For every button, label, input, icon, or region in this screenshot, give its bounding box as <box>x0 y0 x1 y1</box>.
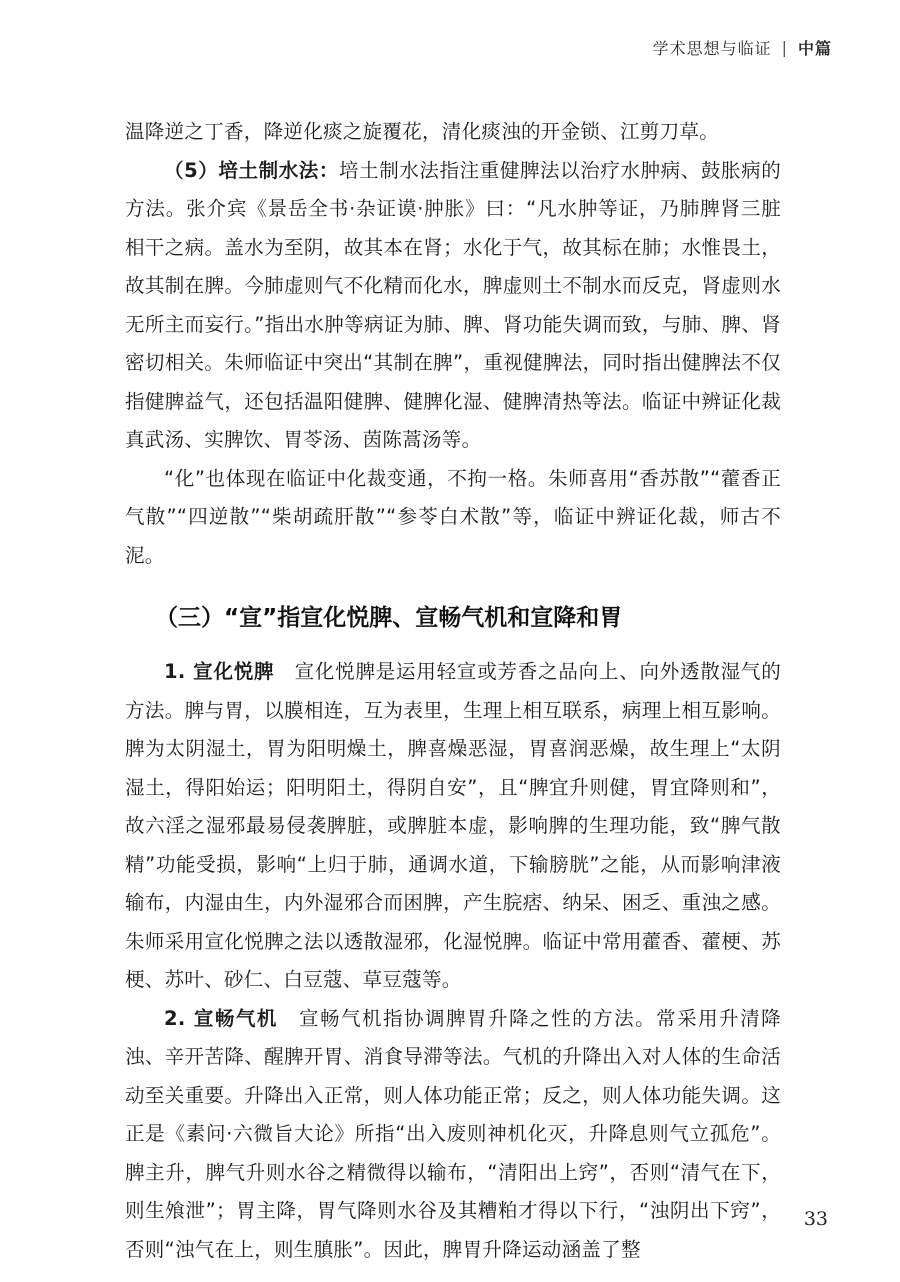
paragraph-text: 宣畅气机指协调脾胃升降之性的方法。常采用升清降浊、辛开苦降、醒脾开胃、消食导滞等法。气机的升降出入对人体的生命活动至关重要。升降出入正常，则人体功能正常；反之，则人体功能失调。这正是《素问·六微旨大论》所指“出入废则神机化灭，升降息则气立孤危”。脾主升，脾气升则水谷之精微得以输布，“清阳出上窍”，否则“清气在下，则生飧泄”；胃主降，胃气降则水谷及其糟粕才得以下行，“浊阴出下窍”，否则“浊气在上，则生䐜胀”。因此，脾胃升降运动涵盖了整 <box>125 1006 781 1261</box>
paragraph-label: （5）培土制水法： <box>164 158 340 182</box>
page-body <box>125 113 781 1269</box>
paragraph-peitu-zhishui <box>125 152 781 460</box>
paragraph-text: 宣化悦脾是运用轻宣或芳香之品向上、向外透散湿气的方法。脾与胃，以膜相连，互为表里，生理上相互联系，病理上相互影响。脾为太阴湿土，胃为阳明燥土，脾喜燥恶湿，胃喜润恶燥，故生理上“太阴湿土，得阳始运；阳明阳土，得阴自安”，且“脾宜升则健，胃宜降则和”，故六淫之湿邪最易侵袭脾脏，或脾脏本虚，影响脾的生理功能，致“脾气散精”功能受损，影响“上归于肺，通调水道，下输膀胱”之能，从而影响津液输布，内湿由生，内外湿邪合而困脾，产生脘痞、纳呆、困乏、重浊之感。朱师采用宣化悦脾之法以透散湿邪，化湿悦脾。临证中常用藿香、藿梗、苏梗、苏叶、砂仁、白豆蔻、草豆蔻等。 <box>125 660 781 991</box>
header-part-label: 中篇 <box>797 39 832 58</box>
paragraph-hua-variation: “化”也体现在临证中化裁变通，不拘一格。朱师喜用“香苏散”“藿香正气散”“四逆散”“柴胡疏肝散”“参苓白术散”等，临证中辨证化裁，师古不泥。 <box>125 466 781 567</box>
paragraph-continuation: 温降逆之丁香，降逆化痰之旋覆花，清化痰浊的开金锁、江剪刀草。 <box>125 120 720 143</box>
header-section-title: 学术思想与临证 <box>652 39 772 58</box>
section-heading: （三）“宣”指宣化悦脾、宣畅气机和宣降和胃 <box>155 605 623 631</box>
paragraph-label: 1. 宣化悦脾 <box>164 660 275 683</box>
paragraph-xuanhua-yuepi <box>125 653 781 1000</box>
running-header <box>653 36 832 59</box>
header-separator: | <box>781 38 788 57</box>
paragraph-label: 2. 宣畅气机 <box>164 1006 278 1030</box>
paragraph-text: 培土制水法指注重健脾法以治疗水肿病、鼓胀病的方法。张介宾《景岳全书·杂证谟·肿胀》曰：“凡水肿等证，乃肺脾肾三脏相干之病。盖水为至阴，故其本在肾；水化于气，故其标在肺；水惟畏土，故其制在脾。今肺虚则气不化精而化水，脾虚则土不制水而反克，肾虚则水无所主而妄行。”指出水肿等病证为肺、脾、肾功能失调而致，与肺、脾、肾密切相关。朱师临证中突出“其制在脾”，重视健脾法，同时指出健脾法不仅指健脾益气，还包括温阳健脾、健脾化湿、健脾清热等法。临证中辨证化裁真武汤、实脾饮、胃苓汤、茵陈蒿汤等。 <box>125 158 781 451</box>
page-number: 33 <box>803 1208 828 1230</box>
paragraph-xuanchang-qiji <box>125 1000 781 1270</box>
